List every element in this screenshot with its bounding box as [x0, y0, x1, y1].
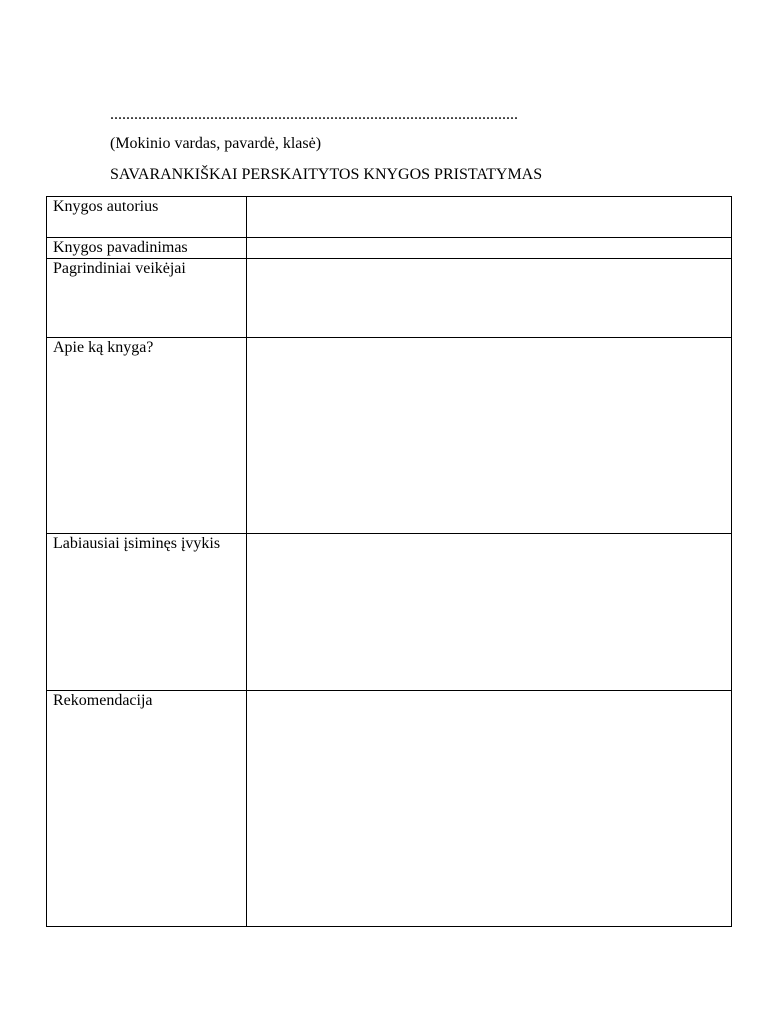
row-label-title: Knygos pavadinimas	[47, 238, 247, 259]
row-value-recommendation[interactable]	[247, 691, 732, 927]
row-label-characters: Pagrindiniai veikėjai	[47, 259, 247, 338]
row-value-about[interactable]	[247, 338, 732, 534]
table-row-memorable-event	[47, 534, 732, 691]
document-title: SAVARANKIŠKAI PERSKAITYTOS KNYGOS PRISTATYMAS	[110, 166, 543, 183]
row-value-characters[interactable]	[247, 259, 732, 338]
row-label-recommendation: Rekomendacija	[47, 691, 247, 927]
book-presentation-table	[46, 196, 732, 927]
row-value-author[interactable]	[247, 197, 732, 238]
row-value-memorable-event[interactable]	[247, 534, 732, 691]
table-row-title	[47, 238, 732, 259]
table-row-recommendation	[47, 691, 732, 927]
student-name-blank-line: ......................................................................................................	[110, 106, 518, 123]
student-name-caption: (Mokinio vardas, pavardė, klasė)	[110, 135, 322, 152]
row-label-author: Knygos autorius	[47, 197, 247, 238]
row-value-title[interactable]	[247, 238, 732, 259]
row-label-about: Apie ką knyga?	[47, 338, 247, 534]
table-row-author	[47, 197, 732, 238]
table-row-about	[47, 338, 732, 534]
row-label-memorable-event: Labiausiai įsiminęs įvykis	[47, 534, 247, 691]
table-row-characters	[47, 259, 732, 338]
